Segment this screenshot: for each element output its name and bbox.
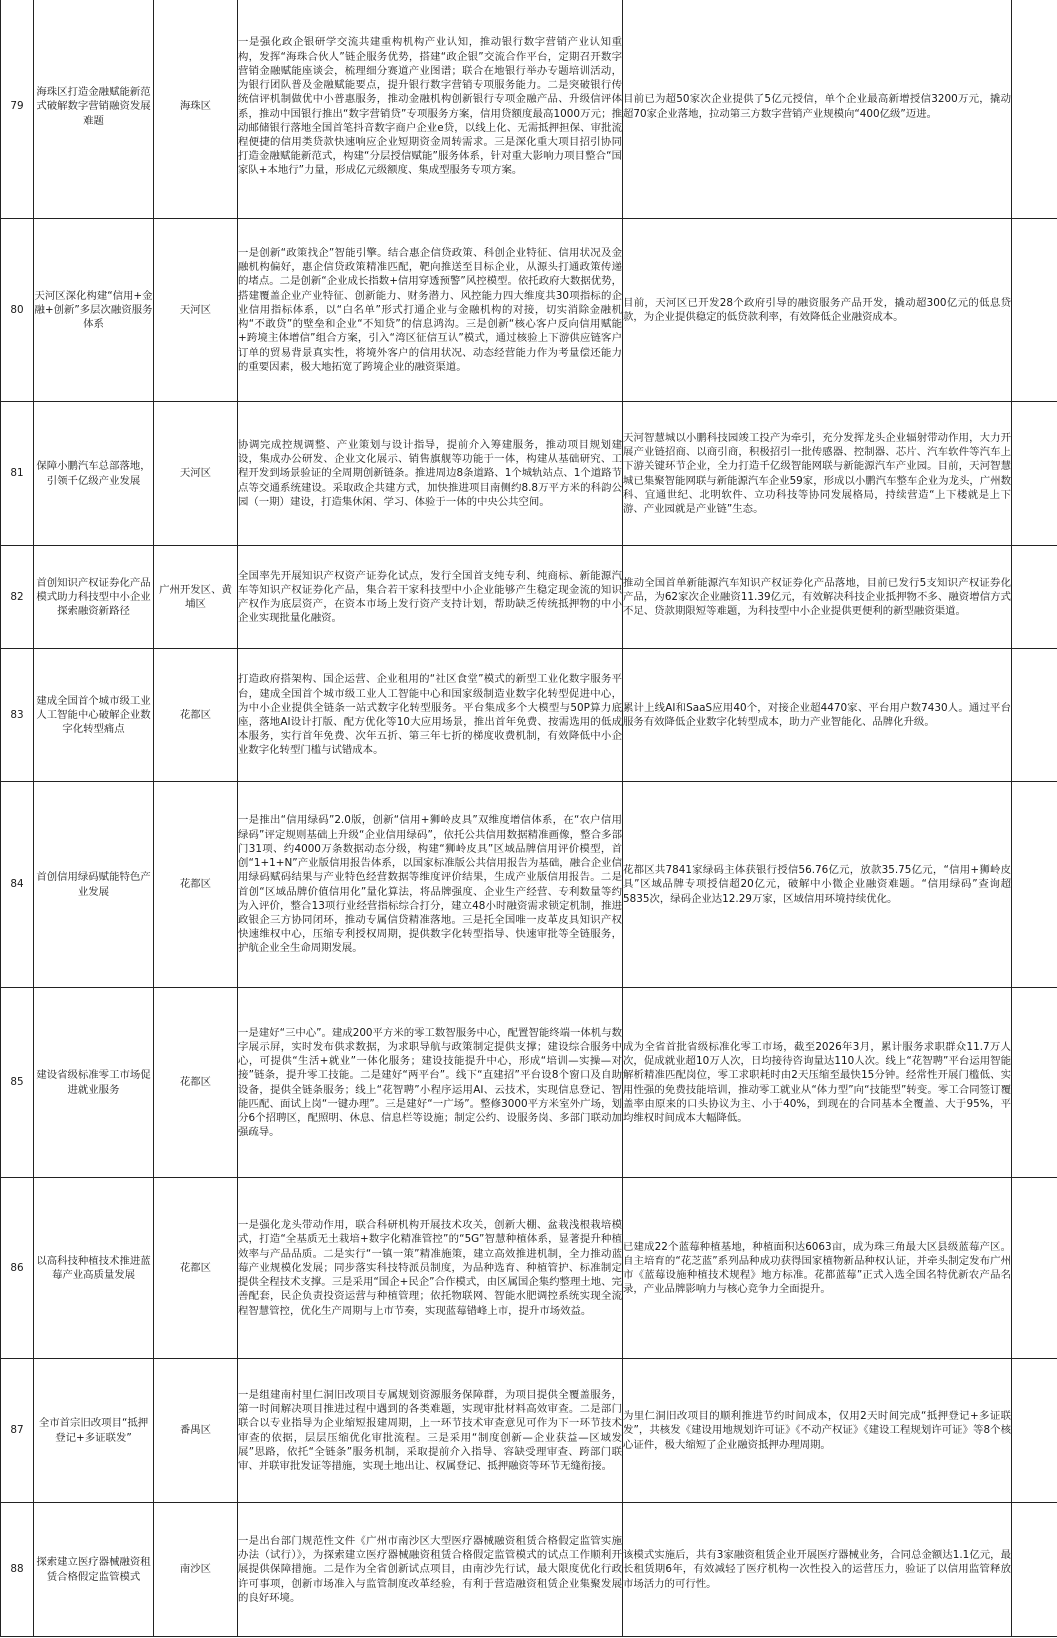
district: 花都区 xyxy=(154,782,238,988)
row-number: 86 xyxy=(1,1178,34,1359)
project-name: 首创信用绿码赋能特色产业发展 xyxy=(34,782,154,988)
project-name: 以高科技种植技术推进蓝莓产业高质量发展 xyxy=(34,1178,154,1359)
district: 花都区 xyxy=(154,1178,238,1359)
row-number: 87 xyxy=(1,1359,34,1503)
results-text: 累计上线AI和SaaS应用40个，对接企业超4470家、平台用户数7430人。通过平台服务有效降低企业数字化转型成本，助力产业智能化、品牌化升级。 xyxy=(623,649,1012,782)
table-row xyxy=(1,0,1057,219)
district: 广州开发区、黄埔区 xyxy=(154,546,238,649)
row-number: 80 xyxy=(1,219,34,402)
empty-cell xyxy=(1012,546,1057,649)
results-text: 为里仁洞旧改项目的顺利推进节约时间成本，仅用2天时间完成“抵押登记+多证联发”，共核发《建设用地规划许可证》《不动产权证》《建设工程规划许可证》等8个核心证件，极大缩短了企业融资抵押办理周期。 xyxy=(623,1359,1012,1503)
measures-text: 一是强化政企银研学交流共建重构机构产业认知，推动银行数字营销产业认知重构，发挥“海珠合伙人”链企服务优势，搭建“政企银”交流合作平台，定期召开数字营销金融赋能座谈会，梳理细分赛道产业图谱；联合在地银行举办专题培训活动，为银行团队普及金融赋能要点，提升银行数字营销专项服务能力。二是突破银行传统信评机制做优中小普惠服务，推动金融机构创新银行专项金融产品、升级信评体系，推动中国银行推出“数字营销贷”专项服务方案，信用贷额度最高1000万元；推动邮储银行落地全国首笔抖音数字商户企业e贷，以线上化、无需抵押担保、审批流程便捷的信用类贷款快速响应企业短期资金周转需求。三是深化重大项目招引协同打造金融赋能新范式，构建“分层授信赋能”服务体系，针对重大影响力项目整合“国家队+本地行”力量，形成亿元级额度、集成型服务专项方案。 xyxy=(238,0,623,219)
measures-text: 一是创新“政策找企”智能引擎。结合惠企信贷政策、科创企业特征、信用状况及金融机构偏好，惠企信贷政策精准匹配，靶向推送至目标企业，从源头打通政策传递的堵点。二是创新“企业成长指数+信用穿透预警”风控模型。依托政府大数据优势，搭建覆盖企业产业特征、创新能力、财务潜力、风控能力四大维度共30项指标的企业信用指标体系，以“白名单”形式打通企业与金融机构的对接，切实消除金融机构“不敢贷”的壁垒和企业“不知贷”的信息鸿沟。三是创新“核心客户反向信用赋能+跨境主体增信”组合方案，引入“湾区征信互认”模式，通过核验上下游供应链客户订单的贸易背景真实性，将境外客户的信用状况、动态经营能力作为考量偿还能力的重要因素，极大地拓宽了跨境企业的融资渠道。 xyxy=(238,219,623,402)
row-number: 84 xyxy=(1,782,34,988)
row-number: 82 xyxy=(1,546,34,649)
empty-cell xyxy=(1012,402,1057,546)
results-text: 推动全国首单新能源汽车知识产权证券化产品落地，目前已发行5支知识产权证券化产品，为62家次企业融资11.39亿元，有效解决科技企业抵押物不多、融资增信方式不足、贷款期限短等难题，为科技型中小企业提供更便利的新型融资渠道。 xyxy=(623,546,1012,649)
table-row xyxy=(1,782,1057,988)
empty-cell xyxy=(1012,1178,1057,1359)
empty-cell xyxy=(1012,649,1057,782)
measures-text: 一是推出“信用绿码”2.0版，创新“信用+狮岭皮具”双维度增信体系，在“农户信用绿码”评定规则基础上升级“企业信用绿码”，依托公共信用数据精准画像，整合多部门31项、约4000万条数据动态分级，构建“狮岭皮具”区域品牌信用评价模型，首创“1+1+N”产业版信用报告体系，以国家标准版公共信用报告为基础，融合企业信用绿码赋码结果与产业特色经营数据等维度评价结果，生成产业版信用报告。二是首创“区域品牌价值信用化”量化算法，将品牌强度、企业生产经营、专利数量等约为入评价，整合13项行业经营指标综合打分，建立48小时融资需求锁定机制，推进政银企三方协同闭环，推动专属信贷精准落地。三是托全国唯一皮革皮具知识产权快速维权中心，压缩专利授权周期，提供数字化转型指导、快速审批等全链服务，护航企业全生命周期发展。 xyxy=(238,782,623,988)
district: 海珠区 xyxy=(154,0,238,219)
project-name: 建设省级标准零工市场促进就业服务 xyxy=(34,988,154,1178)
district: 天河区 xyxy=(154,219,238,402)
results-text: 天河智慧城以小鹏科技园竣工投产为牵引，充分发挥龙头企业辐射带动作用，大力开展产业链招商、以商引商，积极招引一批传感器、控制器、芯片、汽车软件等汽车上下游关键环节企业，全力打造千亿级智能网联与新能源汽车产业园。目前，天河智慧城已集聚智能网联与新能源汽车企业59家，形成以小鹏汽车整车企业为龙头，广州数科、宜通世纪、北明软件、立功科技等协同发展格局，持续营造“上下楼就是上下游、产业园就是产业链”生态。 xyxy=(623,402,1012,546)
row-number: 83 xyxy=(1,649,34,782)
row-number: 79 xyxy=(1,0,34,219)
table-row xyxy=(1,219,1057,402)
district: 南沙区 xyxy=(154,1503,238,1637)
results-text: 花都区共7841家绿码主体获银行授信56.76亿元，放款35.75亿元，“信用+狮岭皮具”区域品牌专项授信超20亿元，破解中小微企业融资难题。“信用绿码”查询超5835次，绿码企业达12.29万家，区域信用环境持续优化。 xyxy=(623,782,1012,988)
project-name: 海珠区打造金融赋能新范式破解数字营销融资发展难题 xyxy=(34,0,154,219)
measures-text: 全国率先开展知识产权资产证券化试点，发行全国首支纯专利、纯商标、新能源汽车等知识产权证券化产品，集合若干家科技型中小企业能够产生稳定现金流的知识产权作为底层资产，在资本市场上发行资产支持计划，帮助缺乏传统抵押物的中小企业实现批量化融资。 xyxy=(238,546,623,649)
project-name: 全市首宗旧改项目“抵押登记+多证联发” xyxy=(34,1359,154,1503)
table-row xyxy=(1,546,1057,649)
empty-cell xyxy=(1012,219,1057,402)
project-name: 首创知识产权证券化产品模式助力科技型中小企业探索融资新路径 xyxy=(34,546,154,649)
results-text: 该模式实施后，共有3家融资租赁企业开展医疗器械业务，合同总金额达1.1亿元，最长租赁期6年，有效减轻了医疗机构一次性投入的运营压力，验证了以信用监管释放市场活力的可行性。 xyxy=(623,1503,1012,1637)
measures-text: 一是组建南村里仁洞旧改项目专属规划资源服务保障群，为项目提供全覆盖服务，第一时间解决项目推进过程中遇到的各类难题，实现审批材料高效审查。二是部门联合以专业指导为企业缩短报建周期，上一环节技术审查意见可作为下一环节技术审查的依据，层层压缩优化审批流程。三是采用“制度创新—企业获益—区域发展”思路，依托“全链条”服务机制，采取提前介入指导、容缺受理审查、跨部门联审、并联审批发证等措施，实现土地出让、权属登记、抵押融资等环节无缝衔接。 xyxy=(238,1359,623,1503)
results-text: 目前，天河区已开发28个政府引导的融资服务产品开发，撬动超300亿元的低息贷款，为企业提供稳定的低贷款利率，有效降低企业融资成本。 xyxy=(623,219,1012,402)
project-name: 保障小鹏汽车总部落地，引领千亿级产业发展 xyxy=(34,402,154,546)
row-number: 81 xyxy=(1,402,34,546)
measures-text: 一是强化龙头带动作用，联合科研机构开展技术攻关，创新大棚、盆栽浅根栽培模式，打造“全基质无土栽培+数字化精准管控”的“5G”智慧种植体系，显著提升种植效率与产品品质。二是实行“一镇一策”精准施策，建立高效推进机制，全力推动蓝莓产业规模化发展；同步落实科技特派员制度，为品种选育、种植管护、标准制定提供全程技术支撑。三是采用“国企+民企”合作模式，由区属国企集约整理土地、完善配套，民企负责投资运营与种植管理；依托物联网、智能水肥调控系统实现全流程智慧管控，优化生产周期与上市节奏，实现蓝莓错峰上市，提升市场效益。 xyxy=(238,1178,623,1359)
table-row xyxy=(1,1503,1057,1637)
district: 番禺区 xyxy=(154,1359,238,1503)
table-row xyxy=(1,649,1057,782)
table-row xyxy=(1,402,1057,546)
table-row xyxy=(1,1178,1057,1359)
table-row xyxy=(1,988,1057,1178)
measures-text: 一是建好“三中心”。建成200平方米的零工数智服务中心，配置智能终端一体机与数字展示屏，实时发布供求数据，为求职导航与政策制定提供支撑；建设综合服务中心，可提供“生活+就业”一体化服务；建设技能提升中心，形成“培训—实操—对接”链条，提升零工技能。二是建好“两平台”。线下“直建招”平台设8个窗口及自助设备，提供全链条服务；线上“花智聘”小程序运用AI、云技术，实现信息登记、智能匹配、面试上岗“一键办理”。三是建好“一广场”。整修3000平方米室外广场，划分6个招聘区，配照明、休息、信息栏等设施；制定公约、设服务岗、多部门联动加强疏导。 xyxy=(238,988,623,1178)
empty-cell xyxy=(1012,0,1057,219)
measures-text: 协调完成控规调整、产业策划与设计指导，提前介入筹建服务，推动项目规划建设，集成办公研发、企业文化展示、销售旗舰等功能于一体，构建从基础研究、工程开发到场景验证的全周期创新链条。推进周边8条道路、1个城轨站点、1个道路节点等交通系统建设。采取政企共建方式，加快推进项目南侧约8.8万平方米的科韵公园（一期）建设，打造集休闲、学习、体验于一体的中央公共空间。 xyxy=(238,402,623,546)
empty-cell xyxy=(1012,1503,1057,1637)
results-text: 成为全省首批省级标准化零工市场，截至2026年3月，累计服务求职群众11.7万人次，促成就业超10万人次，日均接待咨询量达110人次。线上“花智聘”平台运用智能解析精准匹配岗位，零工求职耗时由2天压缩至最快15分钟。经常性开展门槛低、实用性强的免费技能培训，推动零工就业从“体力型”向“技能型”转变。零工合同签订覆盖率由原来的口头协议为主、小于40%，到现在的合同基本全覆盖、大于95%，平均维权时间成本大幅降低。 xyxy=(623,988,1012,1178)
results-text: 目前已为超50家次企业提供了5亿元授信，单个企业最高新增授信3200万元，撬动超70家企业落地，拉动第三方数字营销产业规模向“400亿级”迈进。 xyxy=(623,0,1012,219)
district: 花都区 xyxy=(154,988,238,1178)
results-text: 已建成22个蓝莓种植基地，种植面积达6063亩，成为珠三角最大区县级蓝莓产区。自主培育的“花芝蓝”系列品种成功获得国家植物新品种权认证，并牵头制定发布广州市《蓝莓设施种植技术规程》地方标准。花都蓝莓”正式入选全国名特优新农产品名录，产业品牌影响力与核心竞争力全面提升。 xyxy=(623,1178,1012,1359)
project-name: 天河区深化构建“信用+金融+创新”多层次融资服务体系 xyxy=(34,219,154,402)
district: 天河区 xyxy=(154,402,238,546)
empty-cell xyxy=(1012,782,1057,988)
row-number: 85 xyxy=(1,988,34,1178)
table-row xyxy=(1,1359,1057,1503)
measures-text: 一是出台部门规范性文件《广州市南沙区大型医疗器械融资租赁合格假定监管实施办法（试行）》，为探索建立医疗器械融资租赁合格假定监管模式的试点工作顺利开展提供保障措施。二是作为全省创新试点项目，由南沙先行试，最大限度优化行政许可事项，创新市场准入与监管制度改革经验，有利于营造融资租赁企业集聚发展的良好环境。 xyxy=(238,1503,623,1637)
empty-cell xyxy=(1012,1359,1057,1503)
district: 花都区 xyxy=(154,649,238,782)
row-number: 88 xyxy=(1,1503,34,1637)
project-name: 探索建立医疗器械融资租赁合格假定监管模式 xyxy=(34,1503,154,1637)
project-name: 建成全国首个城市级工业人工智能中心破解企业数字化转型痛点 xyxy=(34,649,154,782)
empty-cell xyxy=(1012,988,1057,1178)
measures-text: 打造政府搭架构、国企运营、企业租用的“社区食堂”模式的新型工业化数字服务平台，建成全国首个城市级工业人工智能中心和国家级制造业数字化转型促进中心，为中小企业提供全链条一站式数字化转型服务。平台集成多个大模型与50P算力底座，落地AI设计打版、配方优化等10大应用场景，推出首年免费、按需选用的低成本服务，实行首年免费、次年五折、第三年七折的梯度收费机制，有效降低中小企业数字化转型门槛与试错成本。 xyxy=(238,649,623,782)
